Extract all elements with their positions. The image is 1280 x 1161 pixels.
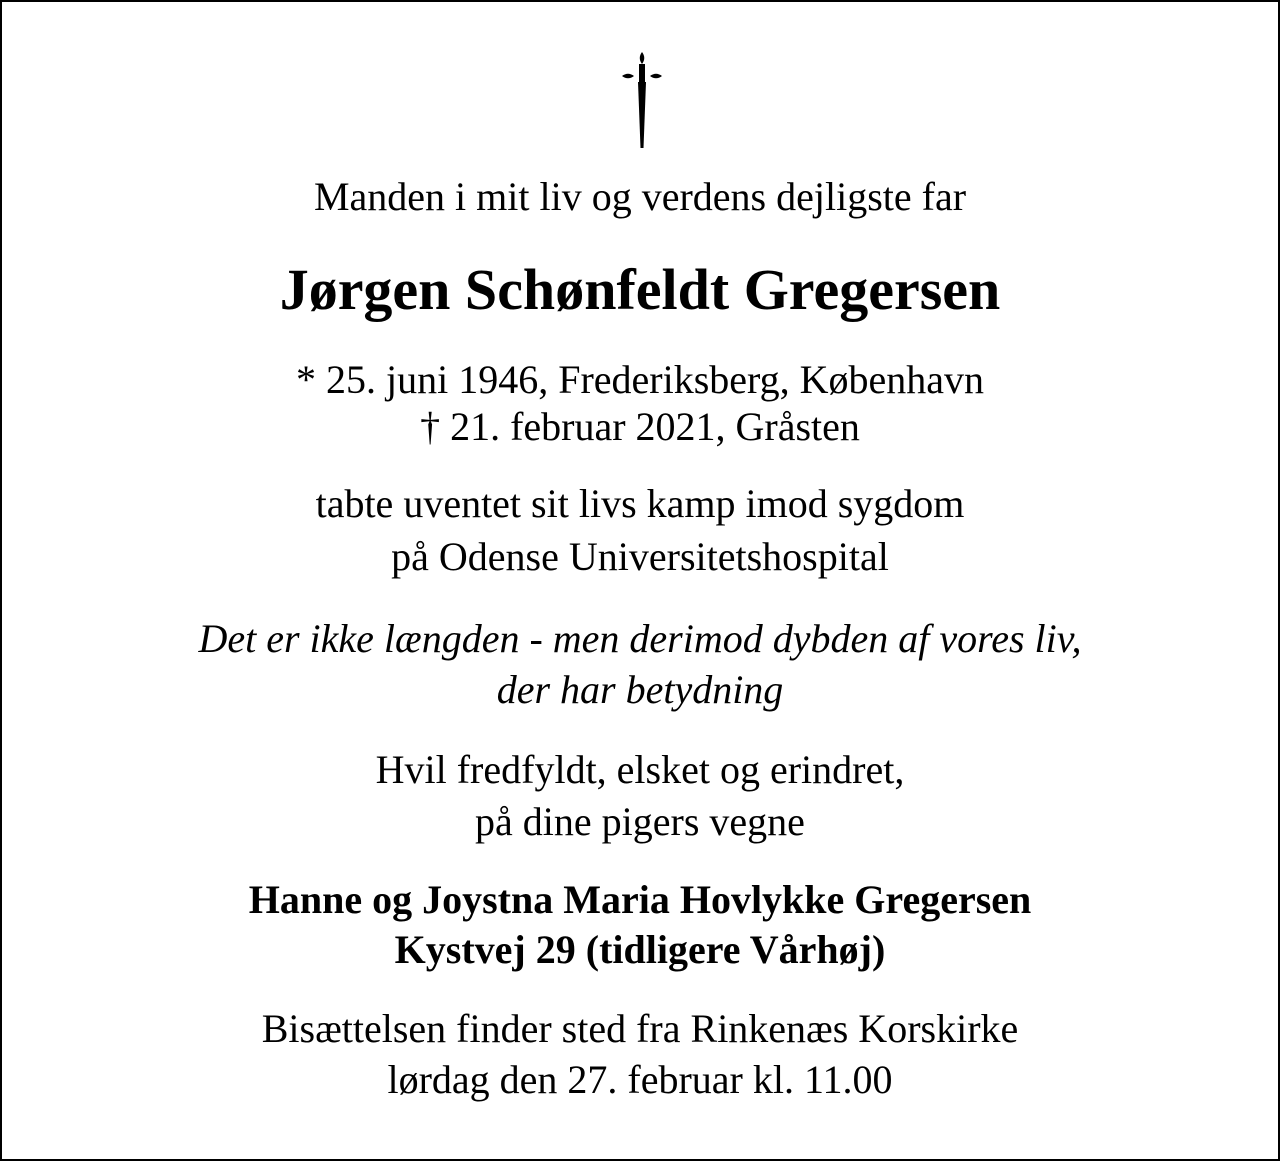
cause-line-2: på Odense Universitetshospital bbox=[391, 534, 889, 579]
quote-line-2: der har betydning bbox=[496, 667, 784, 712]
cause-line-1: tabte uventet sit livs kamp imod sygdom bbox=[315, 481, 965, 526]
deceased-name: Jørgen Schønfeldt Gregersen bbox=[279, 257, 1001, 322]
farewell-line-2: på dine pigers vegne bbox=[475, 799, 805, 844]
cross-icon bbox=[612, 50, 672, 150]
signatories-line: Hanne og Joystna Maria Hovlykke Gregersen bbox=[248, 877, 1032, 922]
death-line: † 21. februar 2021, Gråsten bbox=[420, 404, 860, 449]
intro-text: Manden i mit liv og verdens dejligste far bbox=[313, 174, 967, 219]
funeral-line-1: Bisættelsen finder sted fra Rinkenæs Korskirke bbox=[261, 1006, 1019, 1051]
birth-line: * 25. juni 1946, Frederiksberg, København bbox=[295, 357, 985, 402]
farewell-line-1: Hvil fredfyldt, elsket og erindret, bbox=[375, 747, 905, 792]
quote-line-1: Det er ikke længden - men derimod dybden af vores liv, bbox=[198, 616, 1082, 661]
address-line: Kystvej 29 (tidligere Vårhøj) bbox=[394, 927, 886, 972]
funeral-line-2: lørdag den 27. februar kl. 11.00 bbox=[387, 1057, 893, 1102]
